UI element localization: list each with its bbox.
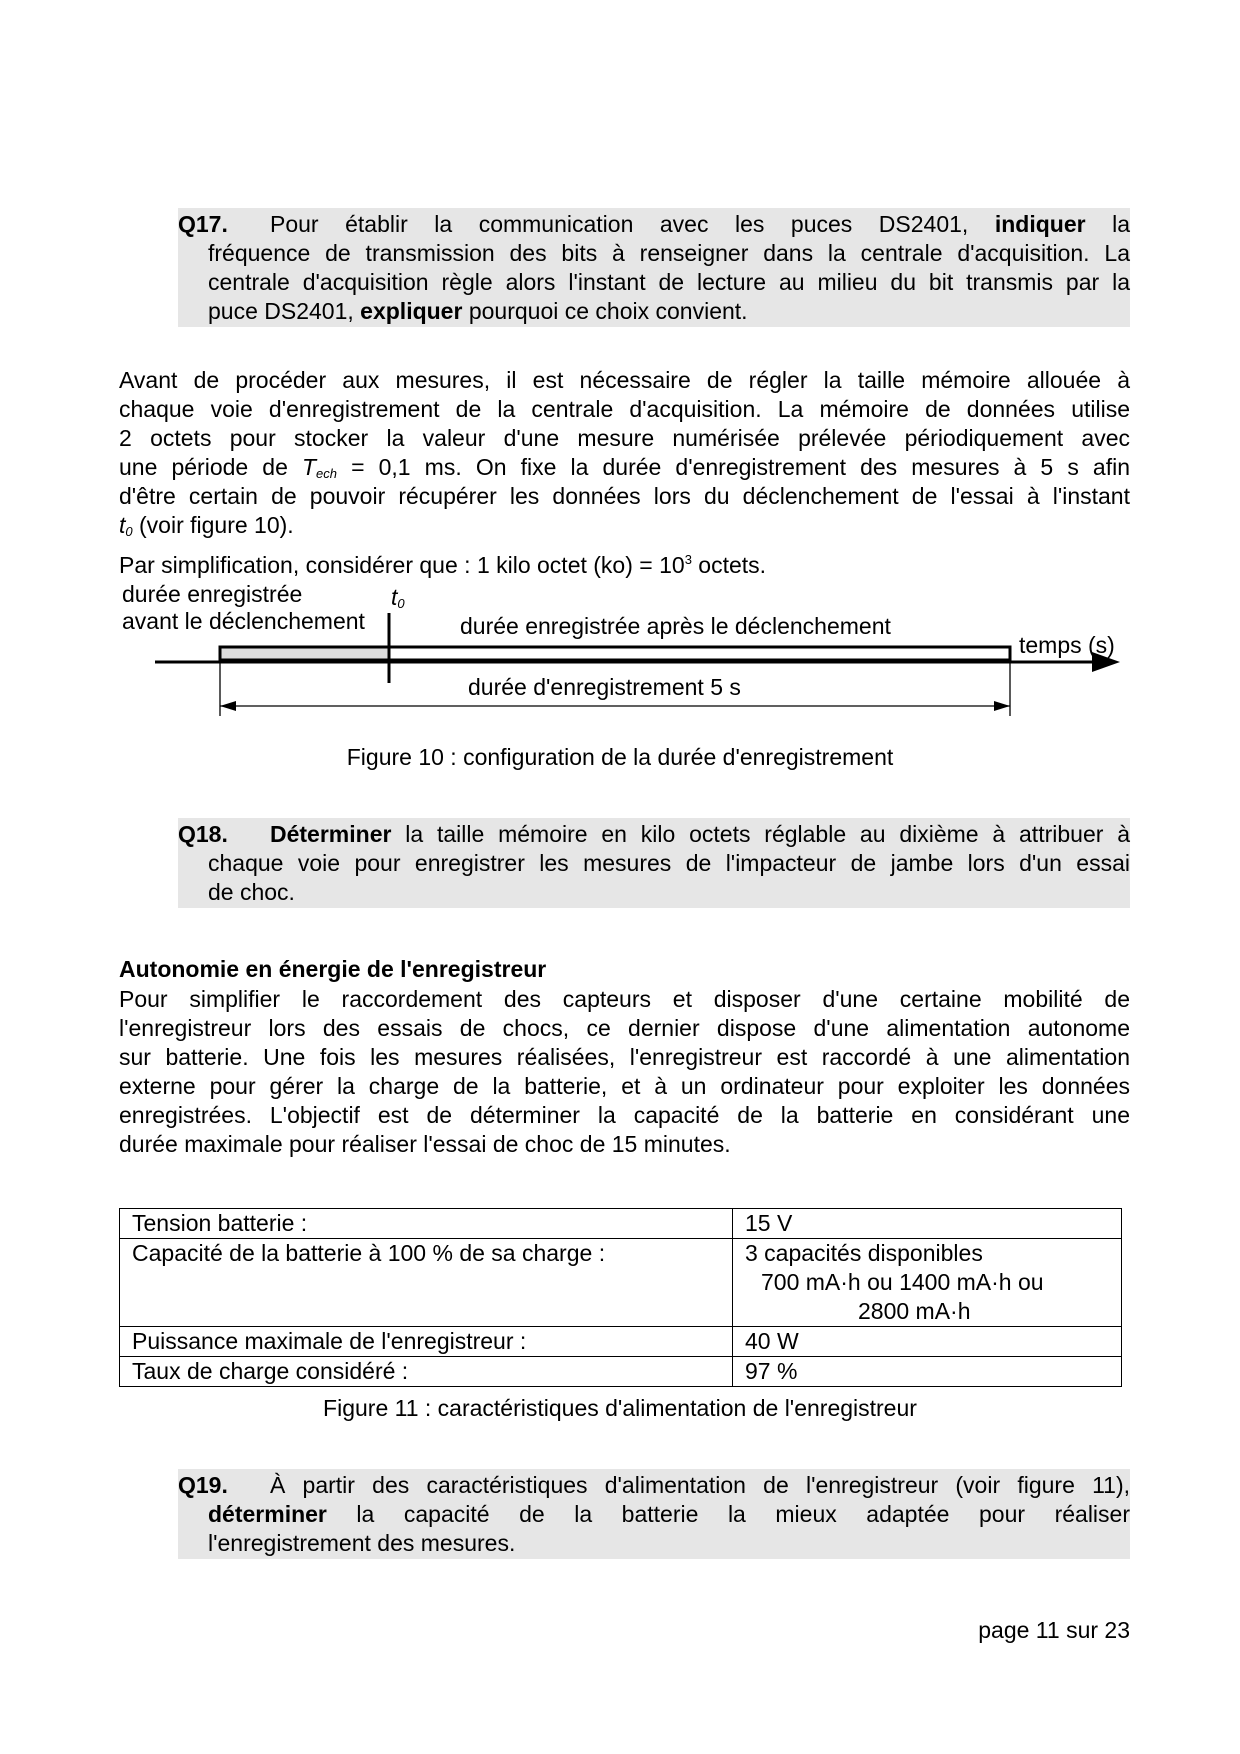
autonomie-line-5: enregistrées. L'objectif est de déterminer la capacité de la batterie en considérant une — [119, 1102, 1130, 1128]
table-cell-label: Puissance maximale de l'enregistreur : — [120, 1327, 733, 1357]
question-19-box — [178, 1469, 1130, 1559]
duration-right-arrowhead — [994, 701, 1010, 711]
autonomie-line-4: externe pour gérer la charge de la batterie, et à un ordinateur pour exploiter les données — [119, 1073, 1130, 1099]
question-18-label: Q18. — [178, 821, 228, 847]
simplification-line: Par simplification, considérer que : 1 kilo octet $(ko) = 10^3$ octets. — [119, 552, 767, 578]
t0-label: $t_0$ — [391, 584, 405, 611]
question-18-box — [178, 818, 1130, 908]
table-cell-value: 3 capacités disponibles 700 mA·h ou 1400 mA·h ou 2800 mA·h — [733, 1239, 1122, 1327]
table-cell-value: 97 % — [733, 1357, 1122, 1387]
intro-line-4: une période de $T_{ech} = 0,1$ ms. On fixe la durée d'enregistrement des mesures à 5 s afin — [119, 454, 1130, 481]
timeline-svg — [0, 0, 1240, 720]
intro-line-1: Avant de procéder aux mesures, il est nécessaire de régler la taille mémoire allouée à — [119, 367, 1130, 393]
figure-10-caption: Figure 10 : configuration de la durée d'enregistrement — [346, 744, 894, 770]
q17-line-2: fréquence de transmission des bits à renseigner dans la centrale d'acquisition. La — [208, 240, 1130, 266]
duration-left-arrowhead — [220, 701, 236, 711]
intro-line-6: $t_0$ (voir figure 10). — [119, 512, 294, 539]
table-row — [120, 1209, 1122, 1239]
page-number: page 11 sur 23 — [978, 1617, 1130, 1643]
figure-11-caption: Figure 11 : caractéristiques d'alimentation de l'enregistreur — [323, 1395, 917, 1421]
table-cell-label: Tension batterie : — [120, 1209, 733, 1239]
q17-line-1: Pour établir la communication avec les puces DS2401, indiquer la — [270, 211, 1130, 237]
table-cell-label: Capacité de la batterie à 100 % de sa charge : — [120, 1239, 733, 1327]
table-row — [120, 1327, 1122, 1357]
q19-line-3: l'enregistrement des mesures. — [208, 1530, 516, 1556]
autonomie-line-6: durée maximale pour réaliser l'essai de choc de 15 minutes. — [119, 1131, 731, 1157]
question-17-label: Q17. — [178, 211, 228, 237]
q18-line-3: de choc. — [208, 879, 295, 905]
table-cell-label: Taux de charge considéré : — [120, 1357, 733, 1387]
table-cell-value: 15 V — [733, 1209, 1122, 1239]
before-trigger-label: durée enregistrée avant le déclenchement — [122, 581, 365, 634]
pre-trigger-bar — [220, 647, 389, 660]
after-trigger-label: durée enregistrée après le déclenchement — [460, 613, 891, 639]
duration-label: durée d'enregistrement 5 s — [468, 674, 741, 700]
question-19-label: Q19. — [178, 1472, 228, 1498]
q18-line-2: chaque voie pour enregistrer les mesures de l'impacteur de jambe lors d'un essai — [208, 850, 1130, 876]
time-axis-arrowhead — [1092, 652, 1120, 672]
figure-11-table — [119, 1208, 1122, 1387]
intro-line-2: chaque voie d'enregistrement de la centrale d'acquisition. La mémoire de données utilise — [119, 396, 1130, 422]
table-cell-value: 40 W — [733, 1327, 1122, 1357]
table-row — [120, 1239, 1122, 1327]
table-row — [120, 1357, 1122, 1387]
autonomie-line-1: Pour simplifier le raccordement des capteurs et disposer d'une certaine mobilité de — [119, 986, 1130, 1012]
post-trigger-bar — [389, 647, 1010, 660]
q19-line-1: À partir des caractéristiques d'alimentation de l'enregistreur (voir figure 11), — [270, 1472, 1130, 1498]
q17-line-3: centrale d'acquisition règle alors l'instant de lecture au milieu du bit transmis par la — [208, 269, 1130, 295]
autonomie-line-2: l'enregistreur lors des essais de chocs, ce dernier dispose d'une alimentation autonome — [119, 1015, 1130, 1041]
autonomie-heading: Autonomie en énergie de l'enregistreur — [119, 956, 547, 982]
q18-line-1: Déterminer la taille mémoire en kilo octets réglable au dixième à attribuer à — [270, 821, 1130, 847]
autonomie-line-3: sur batterie. Une fois les mesures réalisées, l'enregistreur est raccordé à une alimentation — [119, 1044, 1130, 1070]
time-axis-label: temps (s) — [1019, 632, 1115, 658]
intro-line-5: d'être certain de pouvoir récupérer les données lors du déclenchement de l'essai à l'instant — [119, 483, 1130, 509]
intro-line-3: 2 octets pour stocker la valeur d'une mesure numérisée prélevée périodiquement avec — [119, 425, 1130, 451]
q17-line-4: puce DS2401, expliquer pourquoi ce choix convient. — [208, 298, 748, 324]
q19-line-2: déterminer la capacité de la batterie la mieux adaptée pour réaliser — [208, 1501, 1130, 1527]
